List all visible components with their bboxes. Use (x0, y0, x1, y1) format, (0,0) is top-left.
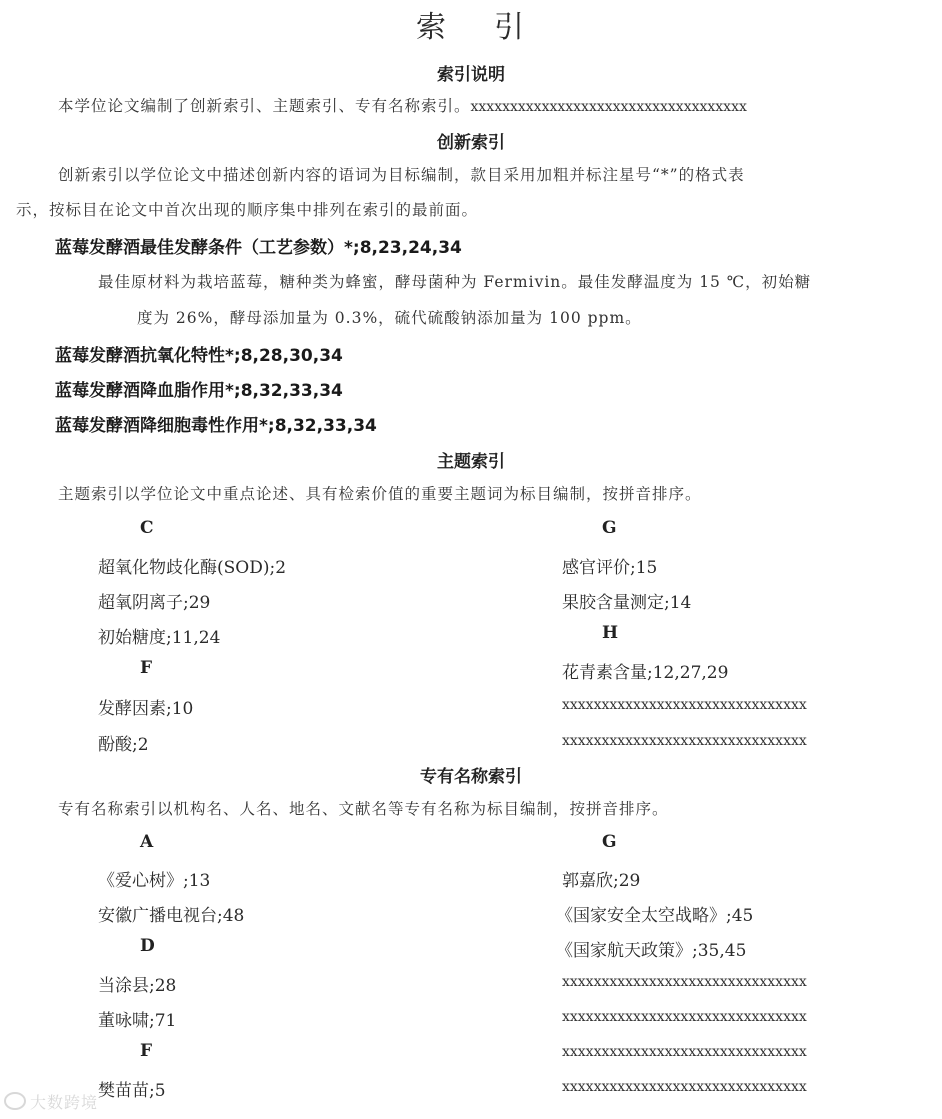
proper-placeholder-row: xxxxxxxxxxxxxxxxxxxxxxxxxxxxxxx (562, 1009, 807, 1025)
proper-entry: 《国家航天政策》;35,45 (556, 941, 747, 961)
subject-entry: 果胶含量测定;14 (562, 593, 692, 613)
subject-entry: 超氧阴离子;29 (98, 593, 211, 613)
subject-letter-H: H (602, 623, 619, 643)
proper-letter-F: F (140, 1041, 153, 1061)
subject-index-desc: 主题索引以学位论文中重点论述、具有检索价值的重要主题词为标目编制，按拼音排序。 (58, 485, 702, 503)
subject-entry: 超氧化物歧化酶(SOD);2 (98, 558, 287, 578)
innovation-entry: 蓝莓发酵酒抗氧化特性*;8,28,30,34 (55, 346, 343, 366)
page-title-right-char: 引 (494, 10, 526, 45)
subject-entry: 花青素含量;12,27,29 (562, 663, 729, 683)
innovation-detail-line1: 最佳原材料为栽培蓝莓，糖种类为蜂蜜，酵母菌种为 Fermivin。最佳发酵温度为 15 ℃，初始糖 (98, 273, 812, 291)
watermark-logo-icon (4, 1092, 26, 1110)
innovation-entry: 蓝莓发酵酒降血脂作用*;8,32,33,34 (55, 381, 343, 401)
index-intro-heading: 索引说明 (437, 65, 505, 85)
proper-entry: 《国家安全太空战略》;45 (556, 906, 754, 926)
proper-entry: 董咏啸;71 (98, 1011, 177, 1031)
proper-entry: 安徽广播电视台;48 (98, 906, 245, 926)
innovation-index-heading: 创新索引 (437, 133, 505, 153)
proper-letter-D: D (140, 936, 155, 956)
subject-entry: 初始糖度;11,24 (98, 628, 221, 648)
subject-entry: 发酵因素;10 (98, 699, 194, 719)
subject-entry: 酚酸;2 (98, 735, 149, 755)
proper-placeholder-row: xxxxxxxxxxxxxxxxxxxxxxxxxxxxxxx (562, 1079, 807, 1095)
proper-entry: 《爱心树》;13 (98, 871, 211, 891)
innovation-entry: 蓝莓发酵酒最佳发酵条件（工艺参数）*;8,23,24,34 (55, 238, 462, 258)
watermark-text: 大数跨境 (30, 1093, 99, 1112)
proper-placeholder-row: xxxxxxxxxxxxxxxxxxxxxxxxxxxxxxx (562, 1044, 807, 1060)
subject-letter-F: F (140, 658, 153, 678)
proper-placeholder-row: xxxxxxxxxxxxxxxxxxxxxxxxxxxxxxx (562, 974, 807, 990)
proper-entry: 樊苗苗;5 (98, 1081, 166, 1101)
proper-entry: 当涂县;28 (98, 976, 177, 996)
subject-letter-C: C (140, 518, 154, 538)
page-title (0, 2, 942, 46)
proper-letter-A: A (140, 832, 154, 852)
page-title-left-char: 索 (416, 10, 448, 45)
proper-letter-G: G (602, 832, 617, 852)
subject-placeholder-row: xxxxxxxxxxxxxxxxxxxxxxxxxxxxxxx (562, 733, 807, 749)
innovation-desc-line1: 创新索引以学位论文中描述创新内容的语词为目标编制，款目采用加粗并标注星号“*”的格式表 (58, 166, 745, 184)
subject-placeholder-row: xxxxxxxxxxxxxxxxxxxxxxxxxxxxxxx (562, 697, 807, 713)
index-intro-placeholder: xxxxxxxxxxxxxxxxxxxxxxxxxxxxxxxxxxx (470, 99, 747, 115)
subject-entry: 感官评价;15 (562, 558, 658, 578)
watermark (4, 1090, 98, 1113)
proper-entry: 郭嘉欣;29 (562, 871, 641, 891)
innovation-detail-line2: 度为 26%，酵母添加量为 0.3%，硫代硫酸钠添加量为 100 ppm。 (137, 309, 642, 327)
innovation-desc-line2: 示，按标目在论文中首次出现的顺序集中排列在索引的最前面。 (16, 201, 479, 219)
proper-name-index-heading: 专有名称索引 (420, 767, 522, 787)
subject-letter-G: G (602, 518, 617, 538)
index-intro-sentence: 本学位论文编制了创新索引、主题索引、专有名称索引。 (58, 97, 471, 115)
subject-index-heading: 主题索引 (437, 452, 505, 472)
proper-name-index-desc: 专有名称索引以机构名、人名、地名、文献名等专有名称为标目编制，按拼音排序。 (58, 800, 669, 818)
index-intro-text (58, 94, 747, 116)
innovation-entry: 蓝莓发酵酒降细胞毒性作用*;8,32,33,34 (55, 416, 377, 436)
